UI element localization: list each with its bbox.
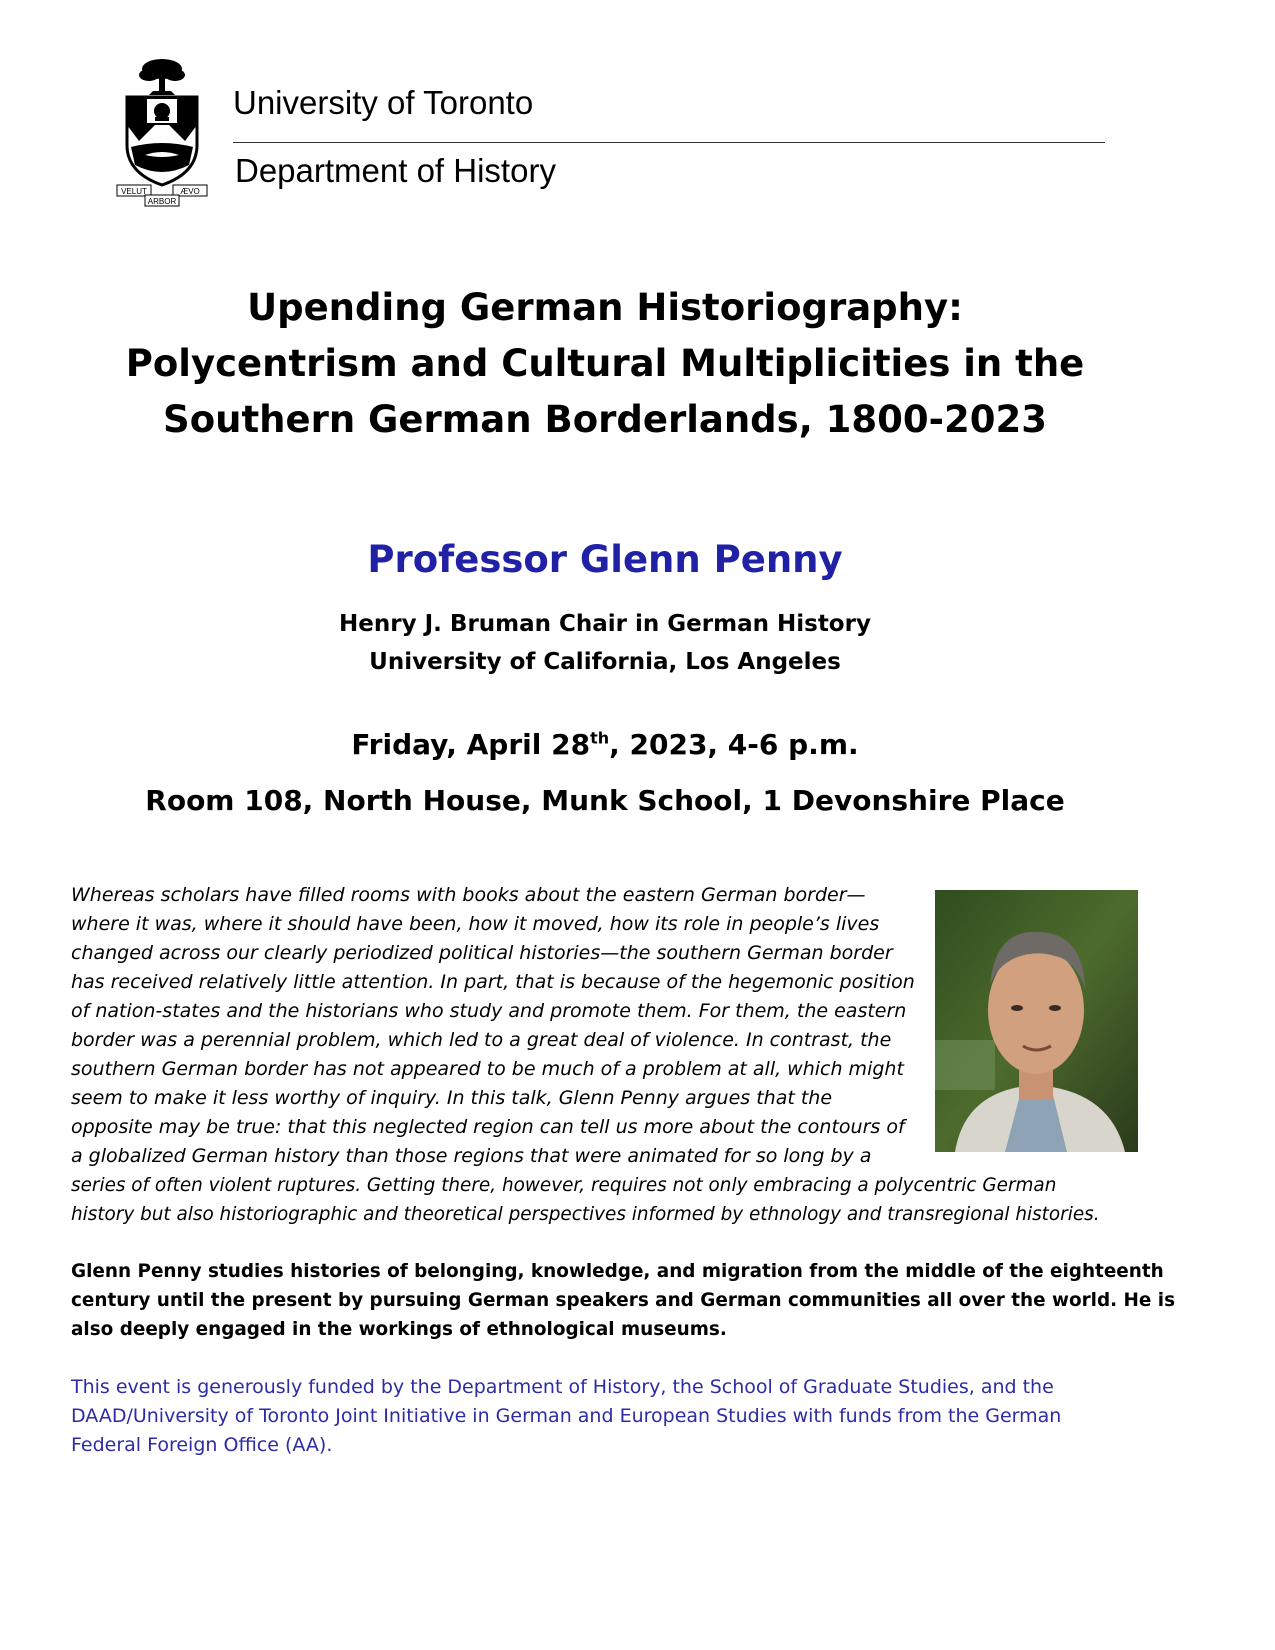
event-date [0,728,1210,761]
department-name: Department of History [235,152,556,189]
crest-motto-aevo: ÆVO [180,187,200,196]
funding-line: DAAD/University of Toronto Joint Initiative in German and European Studies with funds from the German [71,1405,1062,1427]
abstract-line: history but also historiographic and theoretical perspectives informed by ethnology and transregional histories. [71,1204,1100,1225]
event-abstract [71,881,1146,1229]
funding-line: This event is generously funded by the Department of History, the School of Graduate Studies, and the [71,1376,1054,1398]
abstract-line: opposite may be true: that this neglected region can tell us more about the contours of [71,1116,905,1138]
abstract-line: of nation-states and the historians who study and promote them. For them, the eastern [71,1000,907,1022]
date-prefix: Friday, April 28 [351,728,591,761]
university-name: University of Toronto [233,84,534,121]
speaker-bio [71,1257,1176,1344]
event-location: Room 108, North House, Munk School, 1 Devonshire Place [145,784,1065,817]
date-rest: , 2023, 4-6 p.m. [609,728,859,761]
speaker-name: Professor Glenn Penny [367,538,843,581]
abstract-line: has received relatively little attention. In part, that is because of the hegemonic position [71,971,915,993]
funding-note [71,1373,1151,1460]
crest-motto-velut: VELUT [121,187,147,196]
abstract-line: series of often violent ruptures. Getting there, however, requires not only embracing a polycentric German [71,1175,1057,1196]
speaker-institution: University of California, Los Angeles [369,649,841,675]
abstract-line: southern German border has not appeared to be much of a problem at all, which might [71,1058,904,1080]
title-line: Polycentrism and Cultural Multiplicities in the [125,342,1085,385]
bio-line: Glenn Penny studies histories of belonging, knowledge, and migration from the middle of the eighteenth [71,1261,1164,1282]
speaker-position: Henry J. Bruman Chair in German History [339,611,871,637]
abstract-line: border was a perennial problem, which led to a great deal of violence. In contrast, the [71,1029,892,1051]
funding-line: Federal Foreign Office (AA). [71,1434,333,1456]
university-crest-logo [115,55,211,210]
crest-motto-arbor: ARBOR [147,197,177,206]
event-title [0,280,1210,448]
abstract-line: seem to make it less worthy of inquiry. In this talk, Glenn Penny argues that the [71,1087,833,1109]
abstract-line: changed across our clearly periodized political histories—the southern German border [71,942,893,964]
abstract-line: a globalized German history than those regions that were animated for so long by a [71,1145,872,1167]
abstract-line: where it was, where it should have been, how it moved, how its role in people’s lives [71,913,880,935]
title-line: Southern German Borderlands, 1800-2023 [163,398,1047,441]
speaker-affiliation [0,605,1210,681]
bio-line: also deeply engaged in the workings of ethnological museums. [71,1319,727,1340]
title-line: Upending German Historiography: [247,286,963,329]
header-divider [233,142,1105,143]
bio-line: century until the present by pursuing German speakers and German communities all over the world. He is [71,1290,1176,1311]
abstract-line: Whereas scholars have filled rooms with books about the eastern German border— [71,884,866,906]
date-ordinal: th [590,728,610,748]
